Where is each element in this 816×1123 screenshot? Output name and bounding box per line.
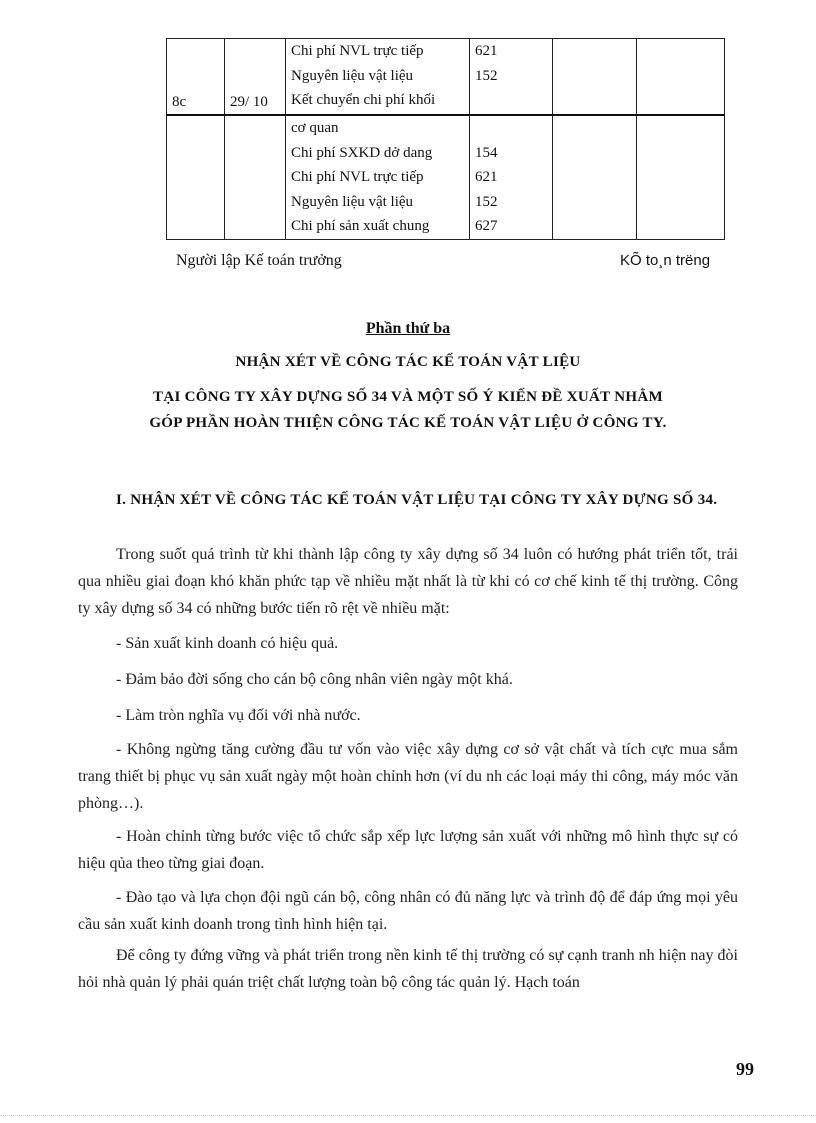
bullet-item: - Đảm bảo đời sống cho cán bộ công nhân viên ngày một khá. [116,671,513,688]
part-heading: Phần thứ ba [365,320,451,337]
table-row [167,115,725,239]
description-line: Chi phí NVL trực tiếp [291,43,424,59]
account-code: 621 [475,169,498,185]
entry-number: 8c [172,93,187,110]
page-footer-divider [0,1115,816,1116]
account-cell [470,39,553,116]
bullet-item: - Hoàn chỉnh từng bước việc tổ chức sắp xếp lực lượng sản xuất với những mô hình thực sự có hiệu qủa theo từng giai đoạn. [78,828,738,872]
credit-cell [637,39,725,116]
description-line: Chi phí NVL trực tiếp [291,169,424,185]
entry-date: 29/ 10 [230,93,268,110]
description-line: Nguyên liệu vật liệu [291,67,414,84]
account-code: 152 [475,67,498,84]
account-cell [470,115,553,239]
chapter-title-line-2: TẠI CÔNG TY XÂY DỰNG SỐ 34 VÀ MỘT SỐ Ý KIẾN ĐỀ XUẤT NHẰM [153,389,663,405]
chief-accountant-signature-label: KÕ to¸n trëng [620,252,711,269]
entry-number-cell [167,115,225,239]
debit-cell [553,115,637,239]
chapter-title-line-3: GÓP PHẦN HOÀN THIỆN CÔNG TÁC KẾ TOÁN VẬT LIỆU Ở CÔNG TY. [149,415,667,431]
bullet-item: - Sản xuất kinh doanh có hiệu quả. [116,635,339,652]
description-line: Nguyên liệu vật liệu [291,193,414,210]
entry-date-cell [225,39,286,116]
bullet-item: - Đào tạo và lựa chọn đội ngũ cán bộ, công nhân có đủ năng lực và trình độ để đáp ứng mọi yêu cầu sản xuất kinh doanh trong tình hình hiện tại. [78,889,738,933]
description-line: Chi phí sản xuất chung [291,218,430,234]
description-cell [286,39,470,116]
debit-cell [553,39,637,116]
account-code [475,88,552,113]
journal-table [166,38,725,240]
closing-paragraph: Để công ty đứng vững và phát triển trong nền kinh tế thị trường có sự cạnh tranh nh hiện nay đòi hỏi nhà quản lý phải quán triệt chất lượng toàn bộ công tác quản lý. Hạch toán [78,947,738,991]
entry-number-cell [167,39,225,116]
description-line: Chi phí SXKD dở dang [291,144,433,161]
table-row [167,39,725,116]
chapter-title-line-1: NHẬN XÉT VỀ CÔNG TÁC KẾ TOÁN VẬT LIỆU [235,354,581,370]
account-code: 154 [475,144,498,161]
account-code [475,116,552,141]
description-line: Kết chuyển chi phí khối [291,92,436,108]
account-code: 152 [475,193,498,210]
bullet-item: - Không ngừng tăng cường đầu tư vốn vào việc xây dựng cơ sở vật chất và tích cực mua sắm trang thiết bị phục vụ sản xuất ngày một hoàn chỉnh hơn (ví du nh các loại máy thi công, máy móc văn phòng…). [78,741,738,812]
preparer-signature-label: Người lập Kế toán trưởng [176,252,342,269]
section-title: I. NHẬN XÉT VỀ CÔNG TÁC KẾ TOÁN VẬT LIỆU TẠI CÔNG TY XÂY DỰNG SỐ 34. [116,492,718,508]
entry-date-cell [225,115,286,239]
account-code: 621 [475,43,498,59]
account-code: 627 [475,218,498,234]
page-number: 99 [736,1059,754,1079]
description-line: cơ quan [291,120,339,136]
credit-cell [637,115,725,239]
bullet-item: - Làm tròn nghĩa vụ đối với nhà nước. [116,707,361,724]
intro-paragraph: Trong suốt quá trình từ khi thành lập công ty xây dựng số 34 luôn có hướng phát triển tốt, trải qua nhiều giai đoạn khó khăn phức tạp về nhiều mặt nhất là từ khi có cơ chế kinh tế thị trường. Công ty xây dựng số 34 có những bước tiến rõ rệt về nhiều mặt: [78,546,738,617]
description-cell [286,115,470,239]
